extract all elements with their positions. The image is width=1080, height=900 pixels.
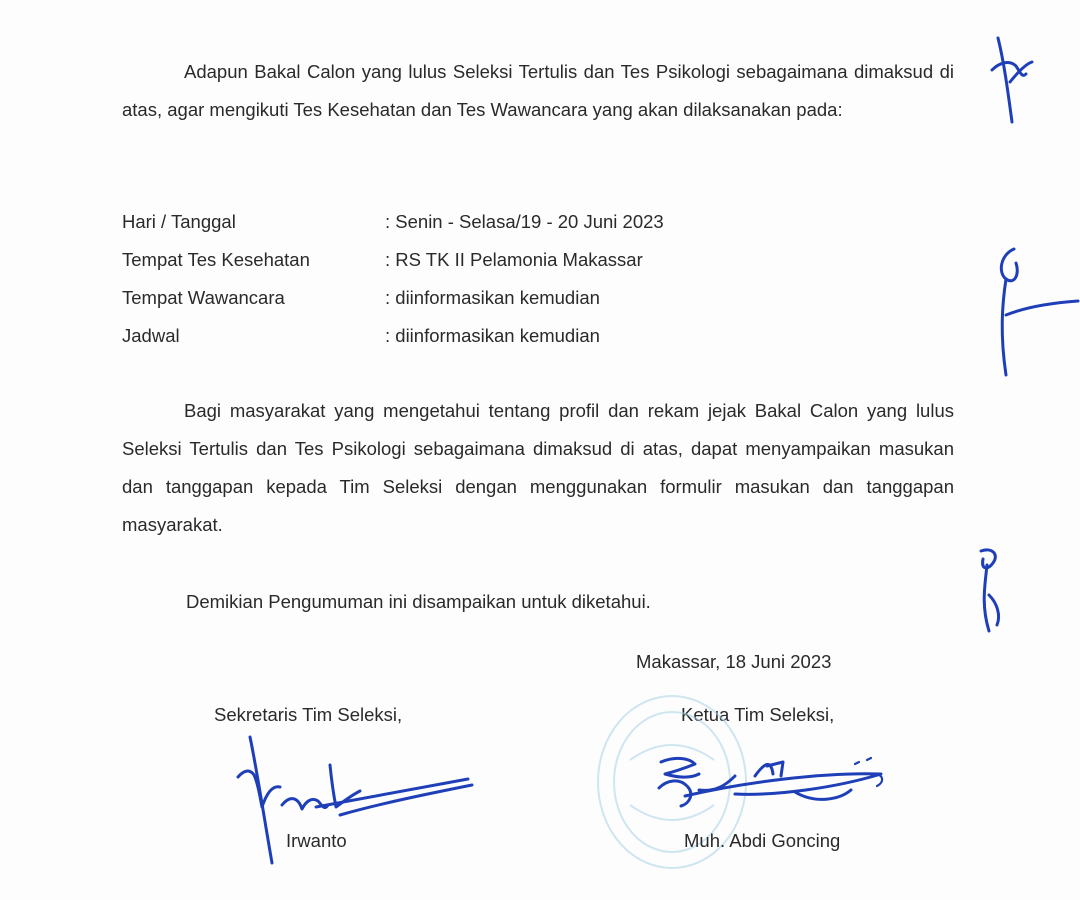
schedule-label: Jadwal — [122, 325, 180, 346]
closing-text: Demikian Pengumuman ini disampaikan untuk diketahui. — [186, 591, 651, 612]
community-paragraph — [122, 392, 954, 544]
margin-initial-1 — [990, 32, 1040, 127]
margin-initial-3 — [975, 545, 1015, 635]
chair-title: Ketua Tim Seleksi, — [681, 704, 835, 725]
secretary-name: Irwanto — [286, 830, 347, 851]
secretary-signature — [232, 735, 482, 865]
schedule-label: Hari / Tanggal — [122, 211, 236, 232]
schedule-value: : diinformasikan kemudian — [385, 325, 600, 346]
schedule-value: : diinformasikan kemudian — [385, 287, 600, 308]
chair-name: Muh. Abdi Goncing — [684, 830, 841, 851]
schedule-value: : Senin - Selasa/19 - 20 Juni 2023 — [385, 211, 664, 232]
secretary-title: Sekretaris Tim Seleksi, — [214, 704, 403, 725]
chair-signature — [655, 752, 895, 822]
margin-initial-2 — [996, 245, 1080, 380]
community-text: Bagi masyarakat yang mengetahui tentang profil dan rekam jejak Bakal Calon yang lulus Seleksi Tertulis dan Tes Psikologi sebagaimana dimaksud di atas, dapat menyampaikan masukan dan tanggapan kepada Tim Seleksi dengan menggunakan formulir masukan dan tanggapan masyarakat. — [122, 400, 954, 535]
intro-text: Adapun Bakal Calon yang lulus Seleksi Tertulis dan Tes Psikologi sebagaimana dimaksud di atas, agar mengikuti Tes Kesehatan dan Tes Wawancara yang akan dilaksanakan pada: — [122, 61, 954, 120]
schedule-label: Tempat Tes Kesehatan — [122, 249, 310, 270]
schedule-value: : RS TK II Pelamonia Makassar — [385, 249, 643, 270]
place-date: Makassar, 18 Juni 2023 — [636, 651, 832, 672]
intro-paragraph — [122, 53, 954, 129]
schedule-label: Tempat Wawancara — [122, 287, 285, 308]
